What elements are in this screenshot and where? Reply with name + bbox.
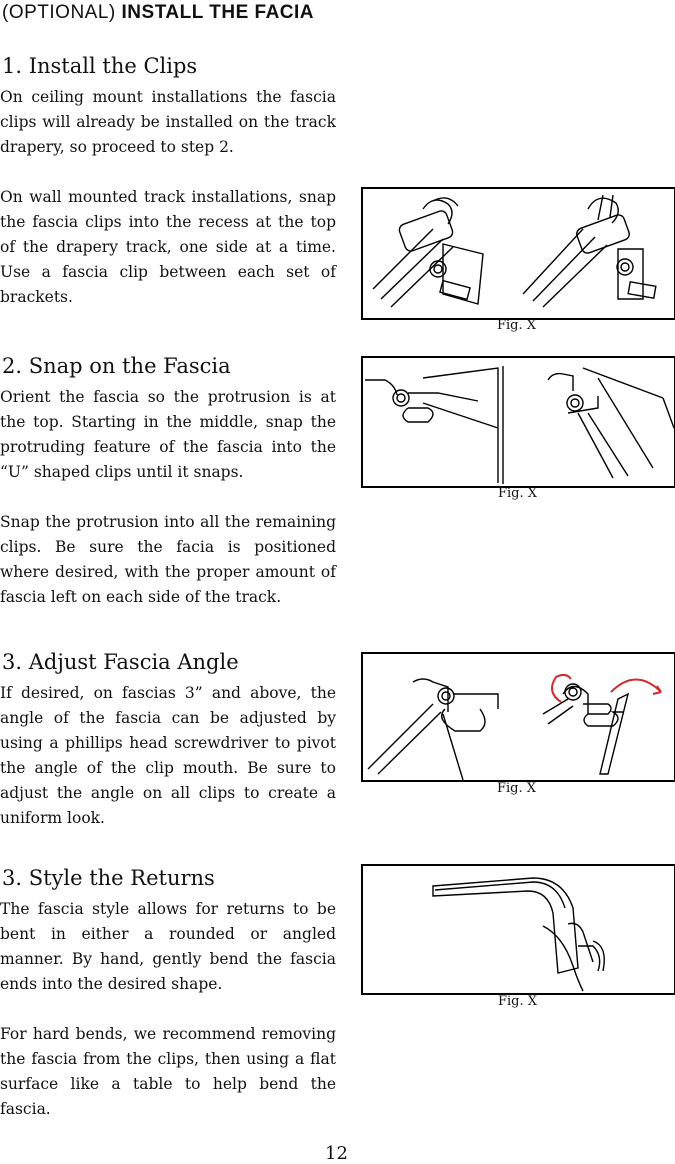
figure-2-caption: Fig. X — [498, 486, 538, 501]
page-title — [2, 2, 314, 24]
style-returns-illustration — [363, 866, 674, 993]
figure-3-caption: Fig. X — [497, 781, 537, 796]
step-2-paragraph-1: Orient the fascia so the protrusion is at the top. Starting in the middle, snap the protruding feature of the fascia into the “U” shaped clips until it snaps. — [0, 388, 336, 481]
step-4-paragraph-2: For hard bends, we recommend removing the fascia from the clips, then using a flat surface like a table to help bend the fascia. — [0, 1025, 336, 1118]
step-4-heading: 3. Style the Returns — [2, 866, 215, 890]
step-4-paragraph-1: The fascia style allows for returns to be bent in either a rounded or angled manner. By hand, gently bend the fascia ends into the desired shape. — [0, 900, 336, 993]
figure-style-returns — [361, 864, 675, 995]
title-optional: (OPTIONAL) — [2, 2, 116, 23]
step-3-paragraph-1: If desired, on fascias 3” and above, the angle of the fascia can be adjusted by using a phillips head screwdriver to pivot the angle of the clip mouth. Be sure to adjust the angle on all clips to create a uniform look. — [0, 684, 336, 827]
step-1-paragraph-1: On ceiling mount installations the fascia clips will already be installed on the track drapery, so proceed to step 2. — [0, 88, 336, 156]
figure-adjust-angle — [361, 652, 675, 782]
figure-4-caption: Fig. X — [498, 994, 538, 1009]
figure-snap-fascia — [361, 356, 675, 488]
figure-install-clips — [361, 187, 675, 320]
install-clips-illustration — [363, 189, 674, 318]
title-main: INSTALL THE FACIA — [121, 2, 315, 23]
snap-fascia-illustration — [363, 358, 674, 486]
step-1-heading: 1. Install the Clips — [2, 54, 198, 78]
figure-1-caption: Fig. X — [497, 318, 537, 333]
page-number: 12 — [325, 1143, 348, 1164]
step-2-heading: 2. Snap on the Fascia — [2, 354, 231, 378]
rotate-arrow-right-icon — [611, 680, 661, 695]
step-3-heading: 3. Adjust Fascia Angle — [2, 650, 239, 674]
step-1-paragraph-2: On wall mounted track installations, snap the fascia clips into the recess at the top of the drapery track, one side at a time. Use a fascia clip between each set of brackets. — [0, 188, 336, 306]
adjust-angle-illustration — [363, 654, 674, 780]
step-2-paragraph-2: Snap the protrusion into all the remaining clips. Be sure the facia is positioned where desired, with the proper amount of fascia left on each side of the track. — [0, 513, 336, 606]
